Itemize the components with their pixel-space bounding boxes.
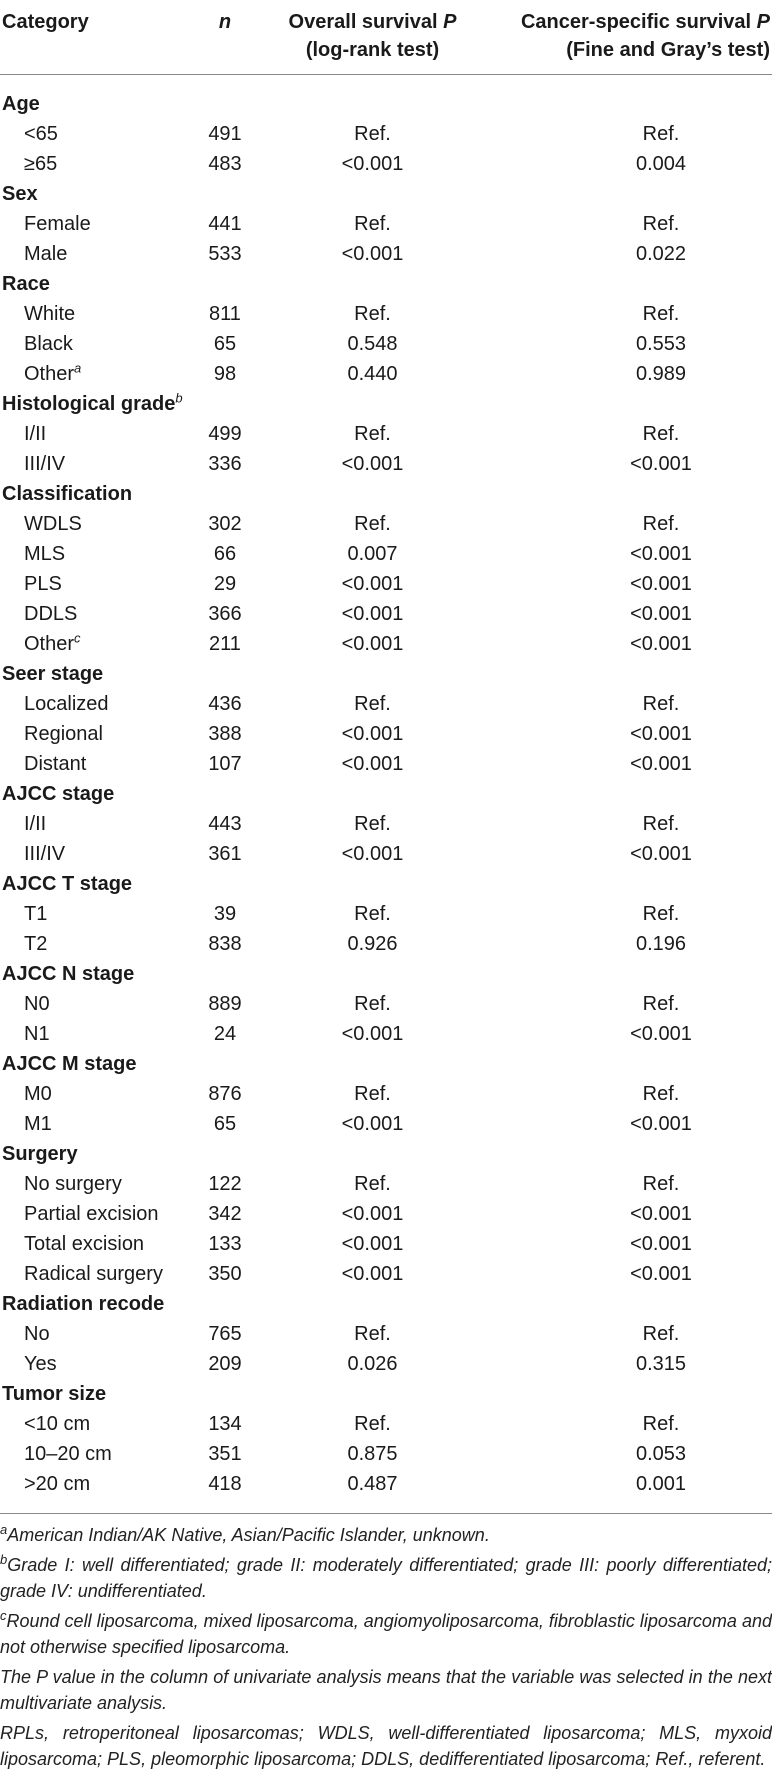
group-label bbox=[0, 269, 772, 299]
group-row bbox=[0, 479, 772, 509]
overall-survival-p-cell: Ref. bbox=[354, 1083, 391, 1105]
cancer-specific-p-cell: Ref. bbox=[642, 903, 680, 925]
group-row bbox=[0, 959, 772, 989]
group-name: AJCC stage bbox=[2, 783, 115, 805]
row-label bbox=[0, 629, 185, 659]
row-label-text: Other bbox=[24, 363, 75, 385]
table-row bbox=[0, 749, 772, 779]
overall-survival-p-cell: Ref. bbox=[354, 1413, 391, 1435]
row-label bbox=[0, 419, 185, 449]
footnote-text: Round cell liposarcoma, mixed liposarcoma, angiomyoliposarcoma, fibroblastic liposarcoma and not otherwise specified liposarcoma. bbox=[0, 1611, 772, 1657]
group-label bbox=[0, 479, 772, 509]
row-label-text: PLS bbox=[24, 573, 62, 595]
row-label-text: Other bbox=[24, 633, 75, 655]
row-label bbox=[0, 1409, 185, 1439]
group-name: Surgery bbox=[2, 1143, 78, 1165]
overall-survival-p-cell: 0.026 bbox=[347, 1353, 398, 1375]
header-css-line2: (Fine and Gray’s test) bbox=[566, 39, 770, 61]
table-row bbox=[0, 1169, 772, 1199]
table-row bbox=[0, 419, 772, 449]
overall-survival-p-cell: <0.001 bbox=[341, 753, 404, 775]
footnote-marker: c bbox=[74, 630, 81, 646]
count-cell: 24 bbox=[213, 1023, 237, 1045]
row-label-text: III/IV bbox=[24, 843, 66, 865]
header-category: Category bbox=[0, 0, 185, 75]
row-label bbox=[0, 1229, 185, 1259]
row-label bbox=[0, 209, 185, 239]
row-label-text: Radical surgery bbox=[24, 1263, 163, 1285]
group-label bbox=[0, 389, 772, 419]
cancer-specific-p-cell: Ref. bbox=[642, 993, 680, 1015]
row-label bbox=[0, 1169, 185, 1199]
row-label bbox=[0, 749, 185, 779]
row-label bbox=[0, 929, 185, 959]
table-row bbox=[0, 299, 772, 329]
footnote bbox=[0, 1664, 772, 1716]
group-label bbox=[0, 659, 772, 689]
row-label-text: I/II bbox=[24, 813, 47, 835]
header-css-line1: Cancer-specific survival bbox=[520, 11, 757, 33]
group-row bbox=[0, 869, 772, 899]
cancer-specific-p-cell: <0.001 bbox=[630, 603, 692, 625]
group-label bbox=[0, 179, 772, 209]
count-cell: 134 bbox=[208, 1413, 242, 1435]
group-name: Radiation recode bbox=[2, 1293, 165, 1315]
table-row bbox=[0, 119, 772, 149]
footnote-text: The P value in the column of univariate analysis means that the variable was selected in the next multivariate analysis. bbox=[0, 1667, 772, 1713]
table-row bbox=[0, 839, 772, 869]
overall-survival-p-cell: <0.001 bbox=[341, 633, 404, 655]
count-cell: 107 bbox=[208, 753, 242, 775]
overall-survival-p-cell: 0.926 bbox=[347, 933, 398, 955]
row-label bbox=[0, 509, 185, 539]
count-cell: 39 bbox=[213, 903, 237, 925]
cancer-specific-p-cell: Ref. bbox=[642, 1323, 680, 1345]
cancer-specific-p-cell: <0.001 bbox=[630, 723, 692, 745]
count-cell: 388 bbox=[208, 723, 242, 745]
header-overall-survival bbox=[265, 0, 480, 75]
cancer-specific-p-cell: 0.315 bbox=[635, 1353, 687, 1375]
row-label-text: ≥65 bbox=[24, 153, 58, 175]
row-label-text: M0 bbox=[24, 1083, 52, 1105]
count-cell: 483 bbox=[208, 153, 242, 175]
count-cell: 65 bbox=[213, 333, 237, 355]
group-label bbox=[0, 1049, 772, 1079]
row-label-text: M1 bbox=[24, 1113, 52, 1135]
count-cell: 418 bbox=[208, 1473, 242, 1495]
cancer-specific-p-cell: 0.989 bbox=[635, 363, 687, 385]
table-row bbox=[0, 809, 772, 839]
row-label-text: No surgery bbox=[24, 1173, 122, 1195]
overall-survival-p-cell: <0.001 bbox=[341, 603, 404, 625]
footnote bbox=[0, 1522, 772, 1548]
cancer-specific-p-cell: <0.001 bbox=[630, 633, 692, 655]
cancer-specific-p-cell: Ref. bbox=[642, 1173, 680, 1195]
table-row bbox=[0, 929, 772, 959]
table-row bbox=[0, 509, 772, 539]
row-label-text: MLS bbox=[24, 543, 66, 565]
row-label bbox=[0, 1319, 185, 1349]
row-label bbox=[0, 119, 185, 149]
row-label-text: WDLS bbox=[24, 513, 82, 535]
group-label bbox=[0, 1289, 772, 1319]
count-cell: 351 bbox=[208, 1443, 242, 1465]
row-label-text: Regional bbox=[24, 723, 103, 745]
table-row bbox=[0, 1019, 772, 1049]
header-cancer-specific-survival bbox=[480, 0, 772, 75]
row-label bbox=[0, 449, 185, 479]
overall-survival-p-cell: <0.001 bbox=[341, 453, 404, 475]
group-label bbox=[0, 959, 772, 989]
overall-survival-p-cell: <0.001 bbox=[341, 573, 404, 595]
cancer-specific-p-cell: Ref. bbox=[642, 1083, 680, 1105]
count-cell: 302 bbox=[208, 513, 242, 535]
cancer-specific-p-cell: <0.001 bbox=[630, 543, 692, 565]
row-label-text: DDLS bbox=[24, 603, 78, 625]
row-label-text: <10 cm bbox=[24, 1413, 91, 1435]
cancer-specific-p-cell: <0.001 bbox=[630, 1023, 692, 1045]
cancer-specific-p-cell: <0.001 bbox=[630, 573, 692, 595]
row-label bbox=[0, 989, 185, 1019]
row-label bbox=[0, 569, 185, 599]
cancer-specific-p-cell: <0.001 bbox=[630, 843, 692, 865]
overall-survival-p-cell: <0.001 bbox=[341, 1113, 404, 1135]
overall-survival-p-cell: <0.001 bbox=[341, 723, 404, 745]
table-row bbox=[0, 329, 772, 359]
header-os-p: P bbox=[443, 11, 457, 33]
row-label-text: Black bbox=[24, 333, 73, 355]
footnote bbox=[0, 1552, 772, 1604]
overall-survival-p-cell: Ref. bbox=[354, 813, 391, 835]
group-name: Histological grade bbox=[2, 393, 176, 415]
count-cell: 342 bbox=[208, 1203, 242, 1225]
count-cell: 441 bbox=[208, 213, 242, 235]
overall-survival-p-cell: Ref. bbox=[354, 1173, 391, 1195]
count-cell: 98 bbox=[213, 363, 237, 385]
count-cell: 66 bbox=[213, 543, 237, 565]
group-row bbox=[0, 1139, 772, 1169]
cancer-specific-p-cell: 0.022 bbox=[635, 243, 687, 265]
row-label-text: Distant bbox=[24, 753, 87, 775]
footnote-text: American Indian/AK Native, Asian/Pacific Islander, unknown. bbox=[7, 1525, 490, 1545]
table-row bbox=[0, 1469, 772, 1499]
header-os-line1: Overall survival bbox=[288, 11, 444, 33]
overall-survival-p-cell: 0.007 bbox=[347, 543, 398, 565]
group-name: AJCC M stage bbox=[2, 1053, 137, 1075]
table-row bbox=[0, 539, 772, 569]
count-cell: 336 bbox=[208, 453, 242, 475]
overall-survival-p-cell: Ref. bbox=[354, 423, 391, 445]
count-cell: 443 bbox=[208, 813, 242, 835]
table-row bbox=[0, 1319, 772, 1349]
group-row bbox=[0, 1049, 772, 1079]
group-row bbox=[0, 389, 772, 419]
overall-survival-p-cell: <0.001 bbox=[341, 243, 404, 265]
row-label bbox=[0, 1079, 185, 1109]
count-cell: 436 bbox=[208, 693, 242, 715]
overall-survival-p-cell: 0.875 bbox=[347, 1443, 398, 1465]
overall-survival-p-cell: Ref. bbox=[354, 123, 391, 145]
overall-survival-p-cell: Ref. bbox=[354, 303, 391, 325]
row-label-text: Yes bbox=[24, 1353, 57, 1375]
header-n-label: n bbox=[218, 11, 232, 33]
table-row bbox=[0, 1229, 772, 1259]
footnote-marker: b bbox=[175, 390, 183, 406]
group-name: Classification bbox=[2, 483, 133, 505]
group-label bbox=[0, 1379, 772, 1409]
count-cell: 122 bbox=[208, 1173, 242, 1195]
footnote-marker: a bbox=[0, 1522, 8, 1537]
table-row bbox=[0, 689, 772, 719]
overall-survival-p-cell: 0.440 bbox=[347, 363, 398, 385]
footnote bbox=[0, 1608, 772, 1660]
overall-survival-p-cell: Ref. bbox=[354, 993, 391, 1015]
group-row bbox=[0, 1289, 772, 1319]
count-cell: 533 bbox=[208, 243, 242, 265]
row-label-text: White bbox=[24, 303, 76, 325]
row-label-text: I/II bbox=[24, 423, 47, 445]
count-cell: 876 bbox=[208, 1083, 242, 1105]
table-row bbox=[0, 1259, 772, 1289]
footnote-text: Grade I: well differentiated; grade II: moderately differentiated; grade III: poorly differentiated; grade IV: undifferentiated. bbox=[0, 1555, 772, 1601]
count-cell: 29 bbox=[213, 573, 237, 595]
table-row bbox=[0, 239, 772, 269]
cancer-specific-p-cell: 0.553 bbox=[635, 333, 687, 355]
table-row bbox=[0, 449, 772, 479]
row-label bbox=[0, 239, 185, 269]
row-label bbox=[0, 1019, 185, 1049]
row-label-text: III/IV bbox=[24, 453, 66, 475]
group-label bbox=[0, 75, 772, 120]
group-name: Race bbox=[2, 273, 50, 295]
row-label bbox=[0, 839, 185, 869]
row-label-text: 10–20 cm bbox=[24, 1443, 112, 1465]
footnote-text: RPLs, retroperitoneal liposarcomas; WDLS, well-differentiated liposarcoma; MLS, myxoid liposarcoma; PLS, pleomorphic liposarcoma; DDLS, dedifferentiated liposarcoma; Ref., referent. bbox=[0, 1723, 772, 1769]
cancer-specific-p-cell: <0.001 bbox=[630, 753, 692, 775]
footnote-marker: b bbox=[0, 1552, 8, 1567]
row-label-text: Partial excision bbox=[24, 1203, 159, 1225]
footnotes bbox=[0, 1513, 772, 1772]
table-row bbox=[0, 1409, 772, 1439]
cancer-specific-p-cell: 0.001 bbox=[635, 1473, 687, 1495]
cancer-specific-p-cell: 0.053 bbox=[635, 1443, 687, 1465]
overall-survival-p-cell: <0.001 bbox=[341, 153, 404, 175]
overall-survival-p-cell: Ref. bbox=[354, 513, 391, 535]
group-row bbox=[0, 1379, 772, 1409]
count-cell: 499 bbox=[208, 423, 242, 445]
count-cell: 491 bbox=[208, 123, 242, 145]
count-cell: 366 bbox=[208, 603, 242, 625]
table-row bbox=[0, 599, 772, 629]
group-row bbox=[0, 779, 772, 809]
row-label-text: <65 bbox=[24, 123, 58, 145]
group-name: Tumor size bbox=[2, 1383, 107, 1405]
group-row bbox=[0, 269, 772, 299]
row-label bbox=[0, 1439, 185, 1469]
table-row bbox=[0, 899, 772, 929]
overall-survival-p-cell: Ref. bbox=[354, 1323, 391, 1345]
overall-survival-p-cell: <0.001 bbox=[341, 1023, 404, 1045]
row-label bbox=[0, 539, 185, 569]
row-label bbox=[0, 1109, 185, 1139]
row-label-text: N1 bbox=[24, 1023, 50, 1045]
cancer-specific-p-cell: Ref. bbox=[642, 303, 680, 325]
cancer-specific-p-cell: 0.004 bbox=[635, 153, 687, 175]
row-label bbox=[0, 299, 185, 329]
cancer-specific-p-cell: 0.196 bbox=[635, 933, 687, 955]
row-label bbox=[0, 599, 185, 629]
row-label bbox=[0, 1259, 185, 1289]
group-row bbox=[0, 75, 772, 120]
cancer-specific-p-cell: Ref. bbox=[642, 213, 680, 235]
footnote-marker: a bbox=[74, 360, 82, 376]
footnote-marker: c bbox=[0, 1608, 7, 1623]
header-css-p: P bbox=[756, 11, 770, 33]
table-row bbox=[0, 1109, 772, 1139]
overall-survival-p-cell: Ref. bbox=[354, 693, 391, 715]
row-label-text: No bbox=[24, 1323, 50, 1345]
cancer-specific-p-cell: Ref. bbox=[642, 1413, 680, 1435]
group-label bbox=[0, 869, 772, 899]
group-name: Seer stage bbox=[2, 663, 104, 685]
group-label bbox=[0, 1139, 772, 1169]
table-row bbox=[0, 1199, 772, 1229]
table-row bbox=[0, 719, 772, 749]
table-row bbox=[0, 359, 772, 389]
table-header bbox=[0, 0, 772, 75]
row-label bbox=[0, 359, 185, 389]
count-cell: 211 bbox=[209, 633, 241, 655]
count-cell: 838 bbox=[208, 933, 242, 955]
table-row bbox=[0, 629, 772, 659]
row-label bbox=[0, 689, 185, 719]
row-label-text: T1 bbox=[24, 903, 48, 925]
table-row bbox=[0, 1439, 772, 1469]
group-row bbox=[0, 179, 772, 209]
group-row bbox=[0, 659, 772, 689]
row-label bbox=[0, 809, 185, 839]
group-name: AJCC T stage bbox=[2, 873, 133, 895]
overall-survival-p-cell: <0.001 bbox=[341, 843, 404, 865]
overall-survival-p-cell: Ref. bbox=[354, 213, 391, 235]
overall-survival-p-cell: <0.001 bbox=[341, 1203, 404, 1225]
group-name: AJCC N stage bbox=[2, 963, 135, 985]
footnote bbox=[0, 1720, 772, 1772]
row-label bbox=[0, 149, 185, 179]
row-label-text: Female bbox=[24, 213, 91, 235]
row-label bbox=[0, 1349, 185, 1379]
cancer-specific-p-cell: <0.001 bbox=[630, 1113, 692, 1135]
row-label-text: N0 bbox=[24, 993, 50, 1015]
table-row bbox=[0, 149, 772, 179]
count-cell: 811 bbox=[209, 303, 241, 325]
overall-survival-p-cell: 0.548 bbox=[347, 333, 398, 355]
cancer-specific-p-cell: <0.001 bbox=[630, 1203, 692, 1225]
row-label bbox=[0, 899, 185, 929]
group-name: Age bbox=[2, 93, 40, 115]
cancer-specific-p-cell: <0.001 bbox=[630, 1233, 692, 1255]
count-cell: 765 bbox=[208, 1323, 242, 1345]
row-label-text: >20 cm bbox=[24, 1473, 91, 1495]
cancer-specific-p-cell: Ref. bbox=[642, 123, 680, 145]
row-label-text: Total excision bbox=[24, 1233, 145, 1255]
table-row bbox=[0, 1349, 772, 1379]
count-cell: 361 bbox=[208, 843, 242, 865]
row-label bbox=[0, 329, 185, 359]
cancer-specific-p-cell: <0.001 bbox=[630, 453, 692, 475]
cancer-specific-p-cell: Ref. bbox=[642, 693, 680, 715]
table-row bbox=[0, 1079, 772, 1109]
cancer-specific-p-cell: Ref. bbox=[642, 513, 680, 535]
group-label bbox=[0, 779, 772, 809]
count-cell: 133 bbox=[208, 1233, 242, 1255]
row-label bbox=[0, 1199, 185, 1229]
count-cell: 350 bbox=[208, 1263, 242, 1285]
cancer-specific-p-cell: Ref. bbox=[642, 813, 680, 835]
row-label-text: Male bbox=[24, 243, 68, 265]
table-body bbox=[0, 75, 772, 1500]
overall-survival-p-cell: <0.001 bbox=[341, 1233, 404, 1255]
count-cell: 889 bbox=[208, 993, 242, 1015]
table-row bbox=[0, 569, 772, 599]
table-row bbox=[0, 989, 772, 1019]
count-cell: 209 bbox=[208, 1353, 242, 1375]
overall-survival-p-cell: 0.487 bbox=[347, 1473, 398, 1495]
overall-survival-p-cell: Ref. bbox=[354, 903, 391, 925]
cancer-specific-p-cell: Ref. bbox=[642, 423, 680, 445]
group-name: Sex bbox=[2, 183, 38, 205]
row-label bbox=[0, 1469, 185, 1499]
row-label-text: T2 bbox=[24, 933, 48, 955]
row-label-text: Localized bbox=[24, 693, 109, 715]
header-os-line2: (log-rank test) bbox=[305, 39, 440, 61]
count-cell: 65 bbox=[213, 1113, 237, 1135]
table-row bbox=[0, 209, 772, 239]
row-label bbox=[0, 719, 185, 749]
header-n bbox=[185, 0, 265, 75]
overall-survival-p-cell: <0.001 bbox=[341, 1263, 404, 1285]
cancer-specific-p-cell: <0.001 bbox=[630, 1263, 692, 1285]
